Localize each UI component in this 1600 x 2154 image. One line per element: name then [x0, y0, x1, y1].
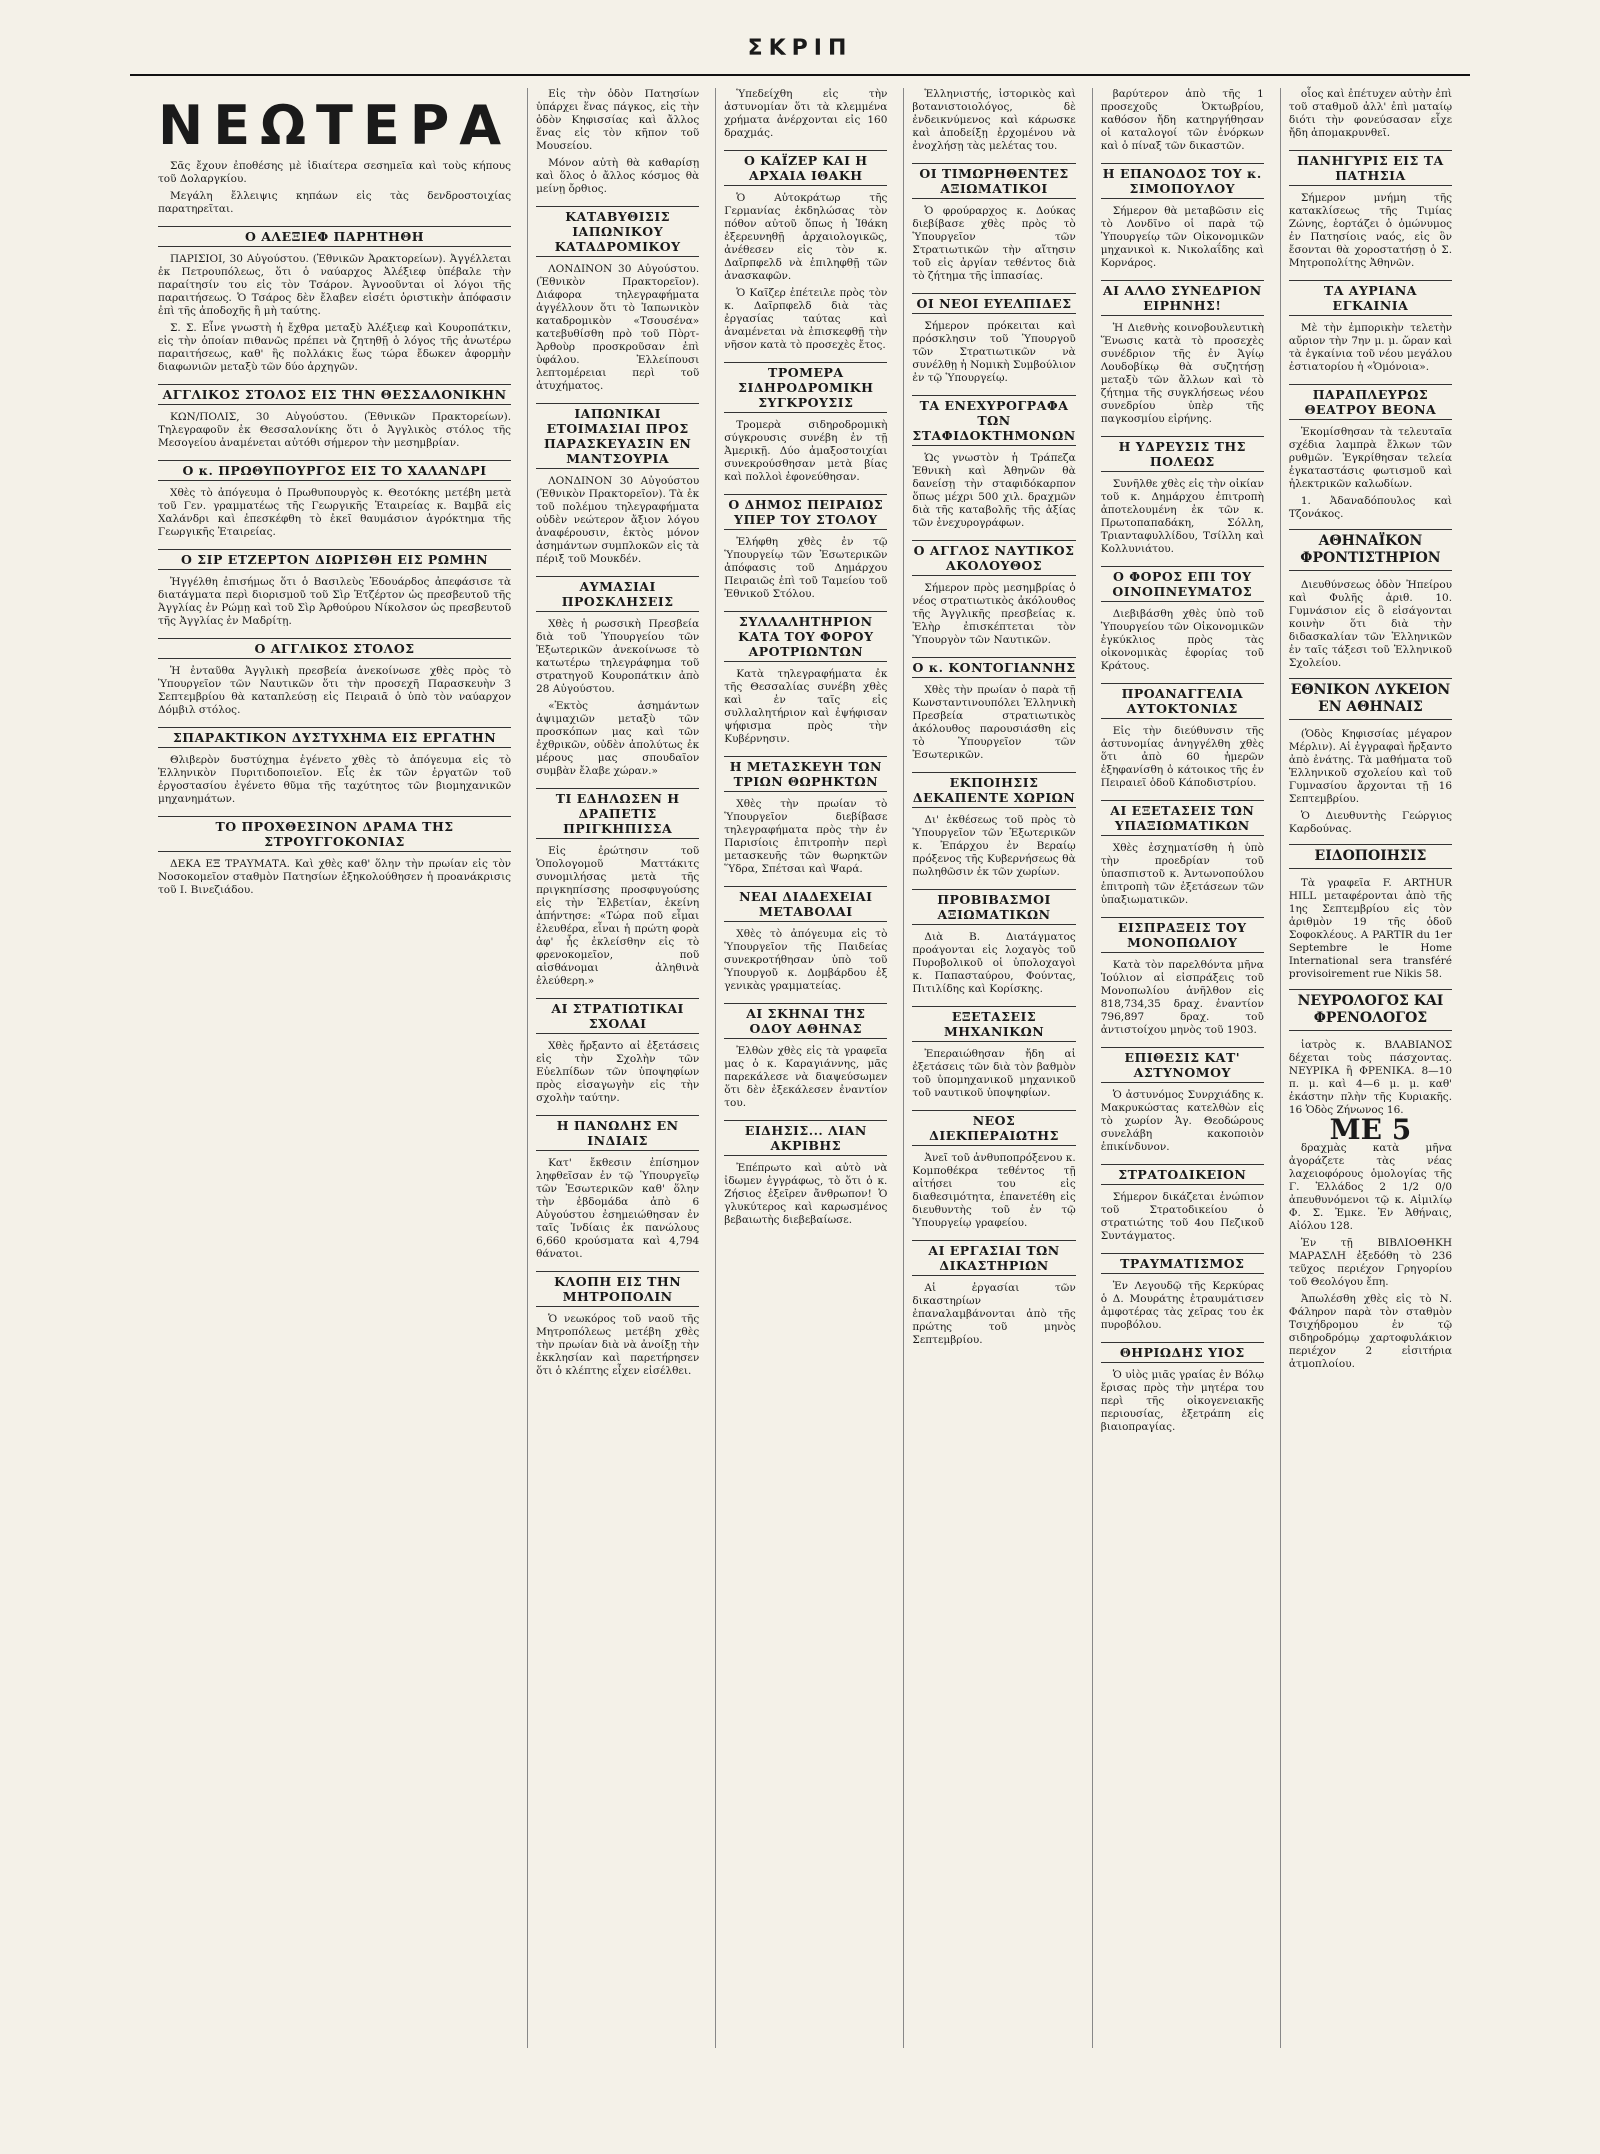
article-heading: ΤΑ ΕΝΕΧΥΡΟΓΡΑΦΑ ΤΩΝ ΣΤΑΦΙΔΟΚΤΗΜΟΝΩΝ — [912, 395, 1075, 446]
article-paragraph: Ἐπεραιώθησαν ἤδη αἱ ἐξετάσεις τῶν διὰ τὸν βαθμὸν τοῦ ὑπομηχανικοῦ μηχανικοῦ τοῦ ναυτικοῦ ὑποψηφίων. — [912, 1048, 1076, 1099]
article-heading: Ο κ. ΚΟΝΤΟΓΙΑΝΝΗΣ — [912, 657, 1075, 678]
article-paragraph: Ἠγγέλθη ἐπισήμως ὅτι ὁ Βασιλεὺς Ἐδουάρδος ἀπεφάσισε τὰ διατάγματα περὶ διορισμοῦ τοῦ Σὶρ Ἐτζέρτον ὡς πρεσβευτοῦ τῆς Ἀγγλίας ἐν Ρώμῃ καὶ τοῦ Σὶρ Ἀρθούρου Νίκολσον ὡς πρεσβευτοῦ τῆς Ἀγγλίας ἐν Μαδρίτῃ. — [158, 576, 512, 627]
article-heading: ΣΤΡΑΤΟΔΙΚΕΙΟΝ — [1101, 1164, 1264, 1185]
article-heading: ΤΙ ΕΔΗΛΩΣΕΝ Η ΔΡΑΠΕΤΙΣ ΠΡΙΓΚΗΠΙΣΣΑ — [536, 788, 699, 839]
advertisement-heading: ΝΕΥΡΟΛΟΓΟΣ ΚΑΙ ΦΡΕΝΟΛΟΓΟΣ — [1289, 989, 1452, 1031]
article-paragraph: Ἀνεῖ τοῦ ἀνθυποπρόξενου κ. Κομποθέκρα τεθέντος τῇ αἰτήσει του εἰς διαθεσιμότητα, ἐπανετέθη εἰς διευθυντὴς τοῦ ἐν τῷ Ὑπουργείῳ γραφείου. — [912, 1152, 1076, 1229]
article-paragraph: Ὡς γνωστὸν ἡ Τράπεζα Ἐθνικὴ καὶ Ἀθηνῶν θὰ δανείσῃ τὴν σταφιδόκαρπον ὅπως μέχρι 500 χιλ. δραχμῶν διὰ τῆς καταβολῆς τῆς ἀξίας τῶν ἐνεχυρογράφων. — [912, 452, 1076, 529]
article-heading: ΕΙΔΗΣΙΣ... ΛΙΑΝ ΑΚΡΙΒΗΣ — [724, 1120, 887, 1156]
article-heading: ΤΑ ΑΥΡΙΑΝΑ ΕΓΚΑΙΝΙΑ — [1289, 280, 1452, 316]
article-heading: ΤΟ ΠΡΟΧΘΕΣΙΝΟΝ ΔΡΑΜΑ ΤΗΣ ΣΤΡΟΥΓΓΟΚΟΝΙΑΣ — [158, 816, 511, 852]
article-paragraph: οἷος καὶ ἐπέτυχεν αὐτὴν ἐπὶ τοῦ σταθμοῦ ἀλλ' ἐπὶ ματαίῳ διότι τὴν φονεύσασαν εἶχε ἤδη ἀπομακρυνθεῖ. — [1288, 88, 1453, 139]
article-paragraph: Ἀπωλέσθη χθὲς εἰς τὸ Ν. Φάληρον παρὰ τὸν σταθμὸν Τσιχήδρομου ἐν τῷ σιδηροδρόμῳ χαρτοφυλάκιον περιέχον 2 εἰσιτήρια ἀτμοπλοίου. — [1288, 1293, 1453, 1370]
article-heading: ΑΙ ΣΤΡΑΤΙΩΤΙΚΑΙ ΣΧΟΛΑΙ — [536, 998, 699, 1034]
article-paragraph: Αἱ ἐργασίαι τῶν δικαστηρίων ἐπαναλαμβάνονται ἀπὸ τῆς πρώτης τοῦ μηνὸς Σεπτεμβρίου. — [912, 1282, 1076, 1346]
section-banner: ΝΕΩΤΕΡΑ — [158, 94, 512, 157]
article-paragraph: Ὁ υἱὸς μιᾶς γραίας ἐν Βόλῳ ἔρισας πρὸς τὴν μητέρα του περὶ τῆς οἰκογενειακῆς περιουσίας, ἐξετράπη εἰς βιαιοπραγίας. — [1100, 1369, 1264, 1433]
article-heading: Η ΜΕΤΑΣΚΕΥΗ ΤΩΝ ΤΡΙΩΝ ΘΩΡΗΚΤΩΝ — [724, 756, 887, 792]
article-paragraph: Ὁ ἀστυνόμος Συνρχιάδης κ. Μακρυκώστας κατελθὼν εἰς τὸ χωρίον Ἁγ. Θεοδώρους συνελάβη κακοποιὸν ἐπικίνδυνον. — [1100, 1089, 1264, 1153]
article-paragraph: Κατὰ τὸν παρελθόντα μῆνα Ἰούλιον αἱ εἰσπράξεις τοῦ Μονοπωλίου ἀνῆλθον εἰς 818,734,35 δραχ. ἐναντίον 796,897 δραχ. τοῦ ἀντιστοίχου μηνὸς τοῦ 1903. — [1100, 959, 1264, 1036]
article-paragraph: Ὁ Διευθυντὴς Γεώργιος Καρδούνας. — [1288, 810, 1453, 835]
article-heading: Η ΠΑΝΩΛΗΣ ΕΝ ΙΝΔΙΑΙΣ — [536, 1115, 699, 1151]
article-paragraph: Ἐν τῇ ΒΙΒΛΙΟΘΗΚΗ ΜΑΡΑΣΛΗ ἐξεδόθη τὸ 236 τεῦχος περιέχον Γρηγορίου τοῦ Θεολόγου ἔπη. — [1288, 1237, 1453, 1288]
article-heading: ΑΙ ΕΞΕΤΑΣΕΙΣ ΤΩΝ ΥΠΑΞΙΩΜΑΤΙΚΩΝ — [1101, 800, 1264, 836]
article-paragraph: Ὁ Αὐτοκράτωρ τῆς Γερμανίας ἐκδηλώσας τὸν πόθον αὐτοῦ ὅπως ἡ Ἰθάκη ἐξερευνηθῇ ἀρχαιολογικῶς, ἀνέθεσεν εἰς τὸν κ. Δαῖρπφελδ νὰ ἐπιληφθῇ τῶν ἀνασκαφῶν. — [724, 192, 888, 282]
column-6 — [1280, 88, 1460, 2048]
article-heading: Ο ΔΗΜΟΣ ΠΕΙΡΑΙΩΣ ΥΠΕΡ ΤΟΥ ΣΤΟΛΟΥ — [724, 494, 887, 530]
article-paragraph: δραχμὰς κατὰ μῆνα ἀγοράζετε τὰς νέας λαχειοφόρους ὁμολογίας τῆς Γ. Ἑλλάδος 2 1/2 0/0 ἀπευθυνόμενοι τῷ κ. Αἰμιλίῳ Φ. Σ. Ἐμκε. Ἐν Ἀθήναις, Αἰόλου 128. — [1288, 1142, 1453, 1232]
article-paragraph: Σήμερον θὰ μεταβῶσιν εἰς τὸ Λονδῖνο οἱ παρὰ τῷ Ὑπουργείῳ τῶν Οἰκονομικῶν μηχανικοὶ κ. Νικολαΐδης καὶ Κορνάρος. — [1100, 205, 1264, 269]
article-paragraph: Ἡ Διεθνὴς κοινοβουλευτικὴ Ἕνωσις κατὰ τὸ προσεχὲς συνέδριον τῆς ἐν Ἁγίῳ Λουδοβίκῳ θὰ συζητήσῃ μεταξὺ τῶν ἄλλων καὶ τὸ ζήτημα τῆς συγκλήσεως νέου συνεδρίου ὑπὲρ τῆς παγκοσμίου εἰρήνης. — [1100, 322, 1264, 425]
article-paragraph: Σήμερον δικάζεται ἐνώπιον τοῦ Στρατοδικείου ὁ στρατιώτης τοῦ 4ου Πεζικοῦ Συντάγματος. — [1100, 1191, 1264, 1242]
article-paragraph: Εἰς ἐρώτησιν τοῦ Ὁπολογομοῦ Ματτάκιτς συνομιλήσας μετὰ τῆς πριγκηπίσσης προσφυγούσης εἰς τὴν Ἑλβετίαν, ἐκείνη ἀπήντησε: «Τώρα ποῦ εἶμαι ἐλευθέρα, εἶναι ἡ πρώτη φορὰ ἀφ' ἧς ἐκλείσθην εἰς τὸ φρενοκομεῖον, ποῦ αἰσθάνομαι ἀληθινὰ ἐλεύθερη.» — [536, 845, 700, 987]
article-paragraph: Κατὰ τηλεγραφήματα ἐκ τῆς Θεσσαλίας συνέβη χθὲς καὶ ἐν ταῖς εἰς συλλαλητήριον καὶ ἐψήφισαν ψήφισμα πρὸς τὴν Κυβέρνησιν. — [724, 668, 888, 745]
article-heading: ΑΙ ΑΛΛΟ ΣΥΝΕΔΡΙΟΝ ΕΙΡΗΝΗΣ! — [1101, 280, 1264, 316]
article-paragraph: (Ὁδὸς Κηφισσίας μέγαρον Μέρλιν). Αἱ ἐγγραφαὶ ἤρξαντο ἀπὸ ἐνάτης. Τὰ μαθήματα τοῦ Ἑλληνικοῦ σχολείου καὶ τοῦ Γυμνασίου ἄρχονται τῇ 16 Σεπτεμβρίου. — [1288, 728, 1453, 805]
article-paragraph: Εἰς τὴν ὁδὸν Πατησίων ὑπάρχει ἕνας πάγκος, εἰς τὴν ὁδὸν Κηφισσίας καὶ ἄλλος ἕνας εἰς τὸν κῆπον τοῦ Μουσείου. — [536, 88, 700, 152]
article-paragraph: Χθὲς ἡ ρωσσικὴ Πρεσβεία διὰ τοῦ Ὑπουργείου τῶν Ἐξωτερικῶν ἀνεκοίνωσε τὸ κατωτέρω τηλεγράφημα τοῦ στρατηγοῦ Κουροπάτκιν ἀπὸ 28 Αὐγούστου. — [536, 618, 700, 695]
article-paragraph: Σήμερον πρόκειται καὶ πρόσκλησιν τοῦ Ὑπουργοῦ τῶν Στρατιωτικῶν νὰ συνέλθῃ ἡ Νομικὴ Συμβούλιον ἐν τῷ Ὑπουργείῳ. — [912, 320, 1076, 384]
article-paragraph: Συνῆλθε χθὲς εἰς τὴν οἰκίαν τοῦ κ. Δημάρχου ἐπιτροπὴ ἀποτελουμένη ἐκ τῶν κ. Πρωτοπαπαδάκη, Σόλλη, Τριανταφυλλίδου, Τσίλλη καὶ Κολλυνιάτου. — [1100, 478, 1264, 555]
article-heading: ΕΙΣΠΡΑΞΕΙΣ ΤΟΥ ΜΟΝΟΠΩΛΙΟΥ — [1101, 917, 1264, 953]
column-5 — [1092, 88, 1272, 2048]
column-2 — [527, 88, 707, 2048]
article-paragraph: Χθὲς ἐσχηματίσθη ἡ ὑπὸ τὴν προεδρίαν τοῦ ὑπασπιστοῦ κ. Ἀντωνοπούλου ἐπιτροπὴ τῶν ἐξετάσεων τῶν ὑπαξιωματικῶν. — [1100, 842, 1264, 906]
article-heading: ΣΠΑΡΑΚΤΙΚΟΝ ΔΥΣΤΥΧΗΜΑ ΕΙΣ ΕΡΓΑΤΗΝ — [158, 727, 511, 748]
article-paragraph: ΠΑΡΙΣΙΟΙ, 30 Αὐγούστου. (Ἐθνικῶν Ἀρακτορείων). Ἀγγέλλεται ἐκ Πετρουπόλεως, ὅτι ὁ ναύαρχος Ἀλέξιεφ ὑπέβαλε τὴν παραίτησίν του εἰς τὸν Τσάρον. Ἀγνοοῦνται οἱ λόγοι τῆς παραιτήσεως. Ὁ Τσάρος δὲν ἔλαβεν εἰσέτι ὁριστικὴν ἀπόφασιν ἐπὶ τῆς ἀποδοχῆς ἢ μὴ ταύτης. — [158, 253, 512, 317]
article-paragraph: Ὑπεδείχθη εἰς τὴν ἀστυνομίαν ὅτι τὰ κλεμμένα χρήματα ἀνέρχονται εἰς 160 δραχμάς. — [724, 88, 888, 139]
article-paragraph: Σήμερον πρὸς μεσημβρίας ὁ νέος στρατιωτικὸς ἀκόλουθος τῆς Ἀγγλικῆς πρεσβείας κ. Ἐλὴρ ἐπισκέπτεται τὸν Ὑπουργὸν τῶν Ναυτικῶν. — [912, 582, 1076, 646]
article-paragraph: Χθὲς τὴν πρωίαν ὁ παρὰ τῇ Κωνσταντινουπόλει Ἑλληνικὴ Πρεσβεία στρατιωτικὸς ἀκόλουθος παρουσιάσθη εἰς τὸ Ὑπουργεῖον τῶν Ἐσωτερικῶν. — [912, 684, 1076, 761]
article-paragraph: Εἰς τὴν διεύθυνσιν τῆς ἀστυνομίας ἀνηγγέλθη χθὲς ὅτι ἀπὸ 60 ἡμερῶν ἐξηφανίσθη ὁ κάτοικος τῆς ἐν Πειραιεῖ ὁδοῦ Κάποδιστρίου. — [1100, 725, 1264, 789]
article-paragraph: Δι' ἐκθέσεως τοῦ πρὸς τὸ Ὑπουργεῖον τῶν Ἐξωτερικῶν κ. Ἐπάρχου ἐν Βεραίῳ πρόξενος τῆς Κυβερνήσεως θὰ πωληθῶσιν ἐκ τῶν χωρίων. — [912, 814, 1076, 878]
article-heading: Ο ΣΙΡ ΕΤΖΕΡΤΟΝ ΔΙΩΡΙΣΘΗ ΕΙΣ ΡΩΜΗΝ — [158, 549, 511, 570]
article-paragraph: Ἑλληνιστής, ἱστορικὸς καὶ βοτανιστοιολόγος, δὲ ἐνδεικνύμενος καὶ κάρωσκε καὶ ἀποδείξῃ ἐρχομένου νὰ ἐνοχλήσῃ τὰς μελέτας του. — [912, 88, 1076, 152]
article-heading: ΚΛΟΠΗ ΕΙΣ ΤΗΝ ΜΗΤΡΟΠΟΛΙΝ — [536, 1271, 699, 1307]
advertisement-display: ΜΕ 5 — [1329, 1113, 1412, 1146]
article-heading: Ο κ. ΠΡΩΘΥΠΟΥΡΓΟΣ ΕΙΣ ΤΟ ΧΑΛΑΝΔΡΙ — [158, 460, 511, 481]
article-paragraph: Ἐπέπρωτο καὶ αὐτὸ νὰ ἰδωμεν ἐγγράφως, τὸ ὅτι ὁ κ. Ζήσιος ἐξεῖρεν ἄνθρωπον! Ὁ γλυκύτερος καὶ καρωσμένος βεβαιωτὴς διεβεβαίωσε. — [724, 1162, 888, 1226]
article-heading: ΤΡΟΜΕΡΑ ΣΙΔΗΡΟΔΡΟΜΙΚΗ ΣΥΓΚΡΟΥΣΙΣ — [724, 362, 887, 413]
article-heading: ΠΡΟΑΝΑΓΓΕΛΙΑ ΑΥΤΟΚΤΟΝΙΑΣ — [1101, 683, 1264, 719]
column-3 — [715, 88, 895, 2048]
article-heading: ΤΡΑΥΜΑΤΙΣΜΟΣ — [1101, 1253, 1264, 1274]
columns-container — [150, 88, 1460, 2048]
article-heading: ΑΥΜΑΣΙΑΙ ΠΡΟΣΚΛΗΣΕΙΣ — [536, 576, 699, 612]
article-heading: Ο ΑΛΕΞΙΕΦ ΠΑΡΗΤΗΘΗ — [158, 226, 511, 247]
article-heading: Η ΕΠΑΝΟΔΟΣ ΤΟΥ κ. ΣΙΜΟΠΟΥΛΟΥ — [1101, 163, 1264, 199]
article-heading: ΕΠΙΘΕΣΙΣ ΚΑΤ' ΑΣΤΥΝΟΜΟΥ — [1101, 1047, 1264, 1083]
article-heading: ΟΙ ΤΙΜΩΡΗΘΕΝΤΕΣ ΑΞΙΩΜΑΤΙΚΟΙ — [912, 163, 1075, 199]
article-heading: ΠΑΡΑΠΛΕΥΡΩΣ ΘΕΑΤΡΟΥ ΒΕΟΝΑ — [1289, 384, 1452, 420]
article-heading: Ο ΑΓΓΛΙΚΟΣ ΣΤΟΛΟΣ — [158, 638, 511, 659]
article-paragraph: 1. Ἀδαναδόπουλος καὶ Τζονάκος. — [1288, 495, 1453, 520]
article-paragraph: Ὁ νεωκόρος τοῦ ναοῦ τῆς Μητροπόλεως μετέβη χθὲς τὴν πρωίαν διὰ νὰ ἀνοίξῃ τὴν ἐκκλησίαν καὶ παρετήρησεν ὅτι ὁ κλέπτης εἶχεν εἰσέλθει. — [536, 1313, 700, 1377]
article-paragraph: Σ. Σ. Εἶνε γνωστὴ ἡ ἔχθρα μεταξὺ Ἀλέξιεφ καὶ Κουροπάτκιν, εἰς τὴν ὁποίαν πιθανῶς πρέπει νὰ ζητηθῇ ὁ λόγος τῆς ἀνωτέρω παραιτήσεως, καθ' ἣς πολλάκις ἕως τώρα ἔδωκεν ἀφορμὴν διαφωνιῶν μεταξὺ τῶν δύο ἀρχηγῶν. — [158, 322, 512, 373]
article-paragraph: Ἐλήφθη χθὲς ἐν τῷ Ὑπουργείῳ τῶν Ἐσωτερικῶν ἀπόφασις τοῦ Δημάρχου Πειραιῶς ἐπὶ τοῦ Ταμείου τοῦ Ἐθνικοῦ Στόλου. — [724, 536, 888, 600]
article-heading: ΚΑΤΑΒΥΘΙΣΙΣ ΙΑΠΩΝΙΚΟΥ ΚΑΤΑΔΡΟΜΙΚΟΥ — [536, 206, 699, 257]
article-paragraph: Μεγάλη ἔλλειψις κηπάων εἰς τὰς δενδροστοιχίας παρατηρεῖται. — [158, 190, 512, 215]
article-paragraph: «Ἐκτὸς ἀσημάντων ἀψιμαχιῶν μεταξὺ τῶν προσκόπων μας καὶ τῶν ἐχθρικῶν, οὐδὲν ἀπολύτως ἐκ μέρους μας σπουδαῖον συμβὰν ἔλαβε χώραν.» — [536, 700, 700, 777]
article-paragraph: Κατ' ἔκθεσιν ἐπίσημον ληφθεῖσαν ἐν τῷ Ὑπουργεῖῳ τῶν Ἐσωτερικῶν καθ' ὅλην τὴν ἑβδομάδα ἀπὸ 6 Αὐγούστου ἐσημειώθησαν ἐν ταῖς Ἰνδίαις ἐκ πανώλους 6,660 κρούσματα καὶ 4,794 θάνατοι. — [536, 1157, 700, 1260]
article-heading: ΑΓΓΛΙΚΟΣ ΣΤΟΛΟΣ ΕΙΣ ΤΗΝ ΘΕΣΣΑΛΟΝΙΚΗΝ — [158, 384, 511, 405]
article-heading: ΣΥΛΛΑΛΗΤΗΡΙΟΝ ΚΑΤΑ ΤΟΥ ΦΟΡΟΥ ΑΡΟΤΡΙΩΝΤΩΝ — [724, 611, 887, 662]
article-heading: Ο ΦΟΡΟΣ ΕΠΙ ΤΟΥ ΟΙΝΟΠΝΕΥΜΑΤΟΣ — [1101, 566, 1264, 602]
article-paragraph: Διεβιβάσθη χθὲς ὑπὸ τοῦ Ὑπουργείου τῶν Οἰκονομικῶν ἐγκύκλιος πρὸς τὰς οἰκονομικὰς ἐφορίας τοῦ Κράτους. — [1100, 608, 1264, 672]
advertisement-heading: ΑΘΗΝΑΪΚΟΝ ΦΡΟΝΤΙΣΤΗΡΙΟΝ — [1289, 529, 1452, 571]
article-paragraph: ΛΟΝΔΙΝΟΝ 30 Αὐγούστου (Ἐθνικὸν Πρακτορεῖον). Τὰ ἐκ τοῦ πολέμου τηλεγραφήματα οὐδὲν νεώτερον ἄξιον λόγου ἀναφέρουσιν, ἐκτὸς μόνον ἀσημάντων συμπλοκῶν εἰς τὰ πέριξ τοῦ Μουκδέν. — [536, 475, 700, 565]
article-paragraph: ΛΟΝΔΙΝΟΝ 30 Αὐγούστου. (Ἐθνικὸν Πρακτορεῖον). Διάφορα τηλεγραφήματα ἀγγέλλουν ὅτι τὸ Ἰαπωνικὸν καταδρομικὸν «Τσουσένα» κατεβυθίσθη πρὸ τοῦ Πὸρτ-Ἀρθοὺρ προσκροῦσαν ἐπὶ ὑφάλου. Ἐλλείπουσι λεπτομέρειαι περὶ τοῦ ἀτυχήματος. — [536, 263, 700, 392]
article-paragraph: ἰατρὸς κ. ΒΛΑΒΙΑΝΟΣ δέχεται τοὺς πάσχοντας. ΝΕΥΡΙΚΑ ἢ ΦΡΕΝΙΚΑ. 8—10 π. μ. καὶ 4—6 μ. μ. καθ' ἑκάστην πλὴν τῆς Κυριακῆς. 16 Ὁδὸς Ζήνωνος 16. — [1288, 1039, 1453, 1116]
article-paragraph: Σήμερον μνήμη τῆς κατακλίσεως τῆς Τιμίας Ζώνης, ἑορτάζει ὁ ὁμώνυμος ἐν Πατησίοις ναός, εἰς ὃν ἔσονται θὰ χοροστατήσῃ ὁ Σ. Μητροπολίτης Ἀθηνῶν. — [1288, 192, 1453, 269]
article-heading: ΝΕΑΙ ΔΙΑΔΕΧΕΙΑΙ ΜΕΤΑΒΟΛΑΙ — [724, 886, 887, 922]
article-paragraph: Σᾶς ἔχουν ἐποθέσης μὲ ἰδιαίτερα σεσημεῖα καὶ τοὺς κήπους τοῦ Δολαργκίου. — [158, 160, 512, 185]
article-heading: ΘΗΡΙΩΔΗΣ ΥΙΟΣ — [1101, 1342, 1264, 1363]
column-4 — [903, 88, 1083, 2048]
article-paragraph: Μὲ τὴν ἐμπορικὴν τελετὴν αὔριον τὴν 7ην μ. μ. ὥραν καὶ τὰ ἐγκαίνια τοῦ νέου μεγάλου ἐστιατορίου ἡ «Ὁμόνοια». — [1288, 322, 1453, 373]
article-heading: ΑΙ ΣΚΗΝΑΙ ΤΗΣ ΟΔΟΥ ΑΘΗΝΑΣ — [724, 1003, 887, 1039]
masthead: ΣΚΡΙΠ — [130, 22, 1470, 76]
article-paragraph: Διευθύνσεως ὁδὸν Ἠπείρου καὶ Φυλῆς ἀριθ. 10. Γυμνάσιον εἰς ὃ εἰσάγονται κοινὴν ὅτι διὰ τὴν διδασκαλίαν τῶν Ἑλληνικῶν ἐν ταῖς τάξεσι τοῦ Ἑλληνικοῦ Σχολείου. — [1288, 579, 1453, 669]
article-heading: Ο ΚΑΪΖΕΡ ΚΑΙ Η ΑΡΧΑΙΑ ΙΘΑΚΗ — [724, 150, 887, 186]
article-paragraph: Ὁ φρούραρχος κ. Δούκας διεβίβασε χθὲς πρὸς τὸ Ὑπουργεῖον τῶν Στρατιωτικῶν τὴν αἴτησιν τοῦ εἰς ἀργίαν τεθέντος διὰ τὸ ζήτημα τῆς ἱππασίας. — [912, 205, 1076, 282]
article-paragraph: Ἡ ἐνταῦθα Ἀγγλικὴ πρεσβεία ἀνεκοίνωσε χθὲς πρὸς τὸ Ὑπουργεῖον τῶν Ναυτικῶν ὅτι τὴν προσεχῆ Παρασκευὴν 3 Σεπτεμβρίου θὰ καταπλεύσῃ εἰς Πειραιᾶ ὁ ὑπὸ τὸν ναύαρχον Δόμβιλ στόλος. — [158, 665, 512, 716]
article-heading: Η ΥΔΡΕΥΣΙΣ ΤΗΣ ΠΟΛΕΩΣ — [1101, 436, 1264, 472]
article-paragraph: ΔΕΚΑ ΕΞ ΤΡΑΥΜΑΤΑ. Καὶ χθὲς καθ' ὅλην τὴν πρωίαν εἰς τὸν Νοσοκομεῖον σταθμὸν Πατησίων ἐξηκολούθησεν ἡ προανάκρισις τοῦ Ι. Βινεζιάδου. — [158, 858, 512, 896]
article-paragraph: Τὰ γραφεῖα F. ARTHUR HILL μεταφέρονται ἀπὸ τῆς 1ης Σεπτεμβρίου εἰς τὸν ἀριθμὸν 19 τῆς ὁδοῦ Σοφοκλέους. A PARTIR du 1er Septembre le Home International sera transféré provisoirement rue Nikis 58. — [1288, 877, 1453, 980]
article-paragraph: Διὰ Β. Διατάγματος προάγονται εἰς λοχαγὸς τοῦ Πυροβολικοῦ οἱ ὑπολοχαγοὶ κ. Παπασταύρου, Φούντας, Πιτιλίδης καὶ Κορίσκης. — [912, 931, 1076, 995]
article-paragraph: βαρύτερον ἀπὸ τῆς 1 προσεχοῦς Ὀκτωβρίου, καθόσον ἤδη κατηργήθησαν οἱ καταλογοί τῶν ἐνόρκων καὶ ὁ πίναξ τῶν δικαστῶν. — [1100, 88, 1264, 152]
article-heading: Ο ΑΓΓΛΟΣ ΝΑΥΤΙΚΟΣ ΑΚΟΛΟΥΘΟΣ — [912, 540, 1075, 576]
article-paragraph: Θλιβερὸν δυστύχημα ἐγένετο χθὲς τὸ ἀπόγευμα εἰς τὸ Ἑλληνικὸν Πυριτιδοποιεῖον. Εἷς ἐκ τῶν ἐργατῶν τοῦ ἐργοστασίου ἐγένετο θῦμα τῆς ταχύτητος τῶν βιομηχανικῶν μηχανημάτων. — [158, 754, 512, 805]
article-paragraph: Τρομερὰ σιδηροδρομικὴ σύγκρουσις συνέβη ἐν τῇ Ἀμερικῇ. Δύο ἀμαξοστοιχίαι συνεκρούσθησαν μετὰ βίας καὶ πολλοὶ ἐφονεύθησαν. — [724, 419, 888, 483]
article-paragraph: Ἐν Λεγουδῷ τῆς Κερκύρας ὁ Δ. Μουράτης ἐτραυμάτισεν ἀμφοτέρας τὰς χεῖρας του ἐκ πυροβόλου. — [1100, 1280, 1264, 1331]
advertisement-heading: ΕΙΔΟΠΟΙΗΣΙΣ — [1289, 844, 1452, 869]
column-1 — [150, 88, 519, 2048]
article-paragraph: Ὁ Καῖζερ ἐπέτειλε πρὸς τὸν κ. Δαῖρπφελδ διὰ τὰς ἐργασίας ταύτας καὶ ἀναμένεται νὰ ἐπισκεφθῇ τὴν νῆσον κατὰ τὸ προσεχὲς ἔτος. — [724, 287, 888, 351]
article-paragraph: Χθὲς τὸ ἀπόγευμα εἰς τὸ Ὑπουργεῖον τῆς Παιδείας συνεκροτήθησαν ὑπὸ τοῦ Ὑπουργοῦ κ. Δομβάρδου ἐξ γενικὰς γραμματείας. — [724, 928, 888, 992]
article-heading: ΙΑΠΩΝΙΚΑΙ ΕΤΟΙΜΑΣΙΑΙ ΠΡΟΣ ΠΑΡΑΣΚΕΥΑΣΙΝ ΕΝ ΜΑΝΤΣΟΥΡΙΑ — [536, 403, 699, 469]
article-paragraph: ΚΩΝ/ΠΟΛΙΣ, 30 Αὐγούστου. (Ἐθνικῶν Πρακτορείων). Τηλεγραφοῦν ἐκ Θεσσαλονίκης ὅτι ὁ Ἀγγλικὸς στόλος τῆς Μεσογείου ἀναμένεται αὐτόθι σήμερον τὴν μεσημβρίαν. — [158, 411, 512, 449]
article-heading: ΕΚΠΟΙΗΣΙΣ ΔΕΚΑΠΕΝΤΕ ΧΩΡΙΩΝ — [912, 772, 1075, 808]
article-paragraph: Χθὲς τὸ ἀπόγευμα ὁ Πρωθυπουργὸς κ. Θεοτόκης μετέβη μετὰ τοῦ Γεν. γραμματέως τῆς Γεωργικῆς Ἑταιρείας κ. Βαμβᾶ εἰς Χαλάνδρι καὶ ἐπεσκέφθη τὸ ἐκεῖ θαυμάσιον ἀγρόκτημα τῆς Γεωργικῆς Ἑταιρείας. — [158, 487, 512, 538]
article-heading: ΝΕΟΣ ΔΙΕΚΠΕΡΑΙΩΤΗΣ — [912, 1110, 1075, 1146]
article-paragraph: Μόνον αὐτὴ θὰ καθαρίσῃ καὶ ὅλος ὁ ἄλλος κόσμος θὰ μείνῃ ὄρθιος. — [536, 157, 700, 195]
article-paragraph: Ἐκομίσθησαν τὰ τελευταῖα σχέδια λαμπρὰ ἔλκων τῶν ρυθμῶν. Ἐγκρίθησαν τελεία ἐγκαταστάσις φωτισμοῦ καὶ ἠλεκτρικῶν καλωδίων. — [1288, 426, 1453, 490]
article-paragraph: Χθὲς ἤρξαντο αἱ ἐξετάσεις εἰς τὴν Σχολὴν τῶν Εὐελπίδων τῶν ὑποψηφίων πρὸς εἰσαγωγὴν εἰς τὴν σχολὴν ταύτην. — [536, 1040, 700, 1104]
article-paragraph: Χθὲς τὴν πρωίαν τὸ Ὑπουργεῖον διεβίβασε τηλεγραφήματα πρὸς τὴν ἐν Παρισίοις ἐπιτροπὴν περὶ μετασκευῆς τῶν θωρηκτῶν Ὕδρα, Σπέτσαι καὶ Ψαρά. — [724, 798, 888, 875]
advertisement-heading: ΕΘΝΙΚΟΝ ΛΥΚΕΙΟΝ ΕΝ ΑΘΗΝΑΙΣ — [1289, 678, 1452, 720]
article-heading: ΠΑΝΗΓΥΡΙΣ ΕΙΣ ΤΑ ΠΑΤΗΣΙΑ — [1289, 150, 1452, 186]
article-heading: ΠΡΟΒΙΒΑΣΜΟΙ ΑΞΙΩΜΑΤΙΚΩΝ — [912, 889, 1075, 925]
article-paragraph: Ἐλθὼν χθὲς εἰς τὰ γραφεῖα μας ὁ κ. Καραγιάννης, μᾶς παρεκάλεσε νὰ διαψεύσωμεν ὅτι δὲν ἐξεκάλεσεν ἐναντίον του. — [724, 1045, 888, 1109]
article-heading: ΑΙ ΕΡΓΑΣΙΑΙ ΤΩΝ ΔΙΚΑΣΤΗΡΙΩΝ — [912, 1240, 1075, 1276]
article-heading: ΕΞΕΤΑΣΕΙΣ ΜΗΧΑΝΙΚΩΝ — [912, 1006, 1075, 1042]
article-heading: ΟΙ ΝΕΟΙ ΕΥΕΛΠΙΔΕΣ — [912, 293, 1075, 314]
